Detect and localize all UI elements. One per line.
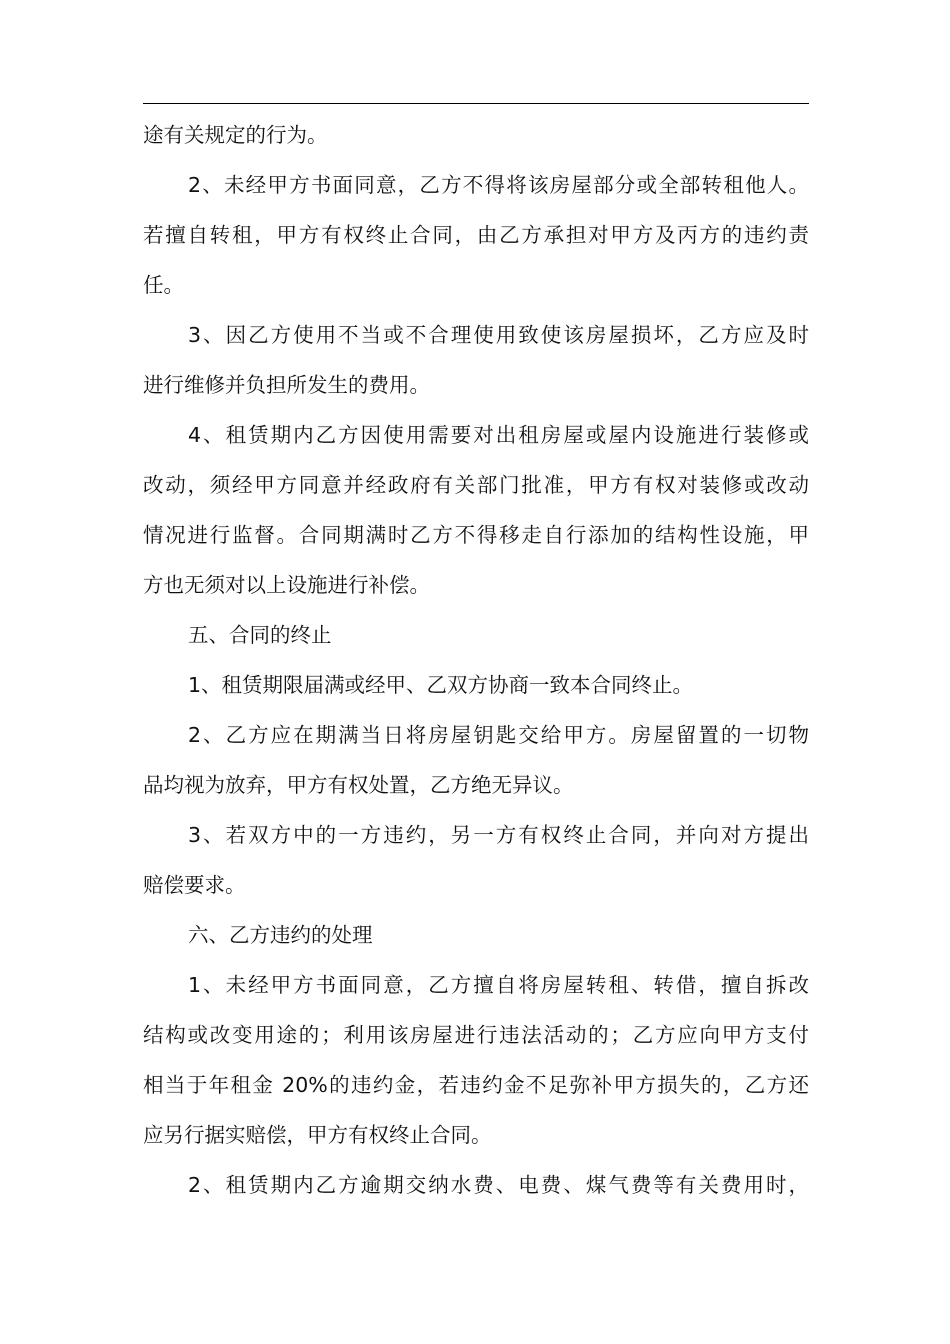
text-line: 应另行据实赔偿，甲方有权终止合同。 [143,1123,492,1147]
text-line: 1、租赁期限届满或经甲、乙双方协商一致本合同终止。 [188,673,694,697]
text-line: 1、未经甲方书面同意，乙方擅自将房屋转租、转借，擅自拆改 [188,973,809,997]
text-line: 3、若双方中的一方违约，另一方有权终止合同，并向对方提出 [188,823,809,847]
text-line: 进行维修并负担所发生的费用。 [143,373,430,397]
text-line: 改动，须经甲方同意并经政府有关部门批准，甲方有权对装修或改动 [143,473,809,497]
text-line: 方也无须对以上设施进行补偿。 [143,573,430,597]
text-line: 3、因乙方使用不当或不合理使用致使该房屋损坏，乙方应及时 [188,323,809,347]
section-heading: 六、乙方违约的处理 [188,923,373,947]
document-body [143,110,809,1210]
text-line: 情况进行监督。合同期满时乙方不得移走自行添加的结构性设施，甲 [143,523,809,547]
text-line: 赔偿要求。 [143,873,246,897]
text-line: 4、租赁期内乙方因使用需要对出租房屋或屋内设施进行装修或 [188,423,809,447]
text-line: 结构或改变用途的；利用该房屋进行违法活动的；乙方应向甲方支付 [143,1023,809,1047]
text-line: 任。 [143,273,184,297]
text-line: 相当于年租金 20%的违约金，若违约金不足弥补甲方损失的，乙方还 [143,1073,809,1097]
text-line: 2、乙方应在期满当日将房屋钥匙交给甲方。房屋留置的一切物 [188,723,809,747]
header-rule [143,103,809,104]
text-line: 品均视为放弃，甲方有权处置，乙方绝无异议。 [143,773,574,797]
text-line: 途有关规定的行为。 [143,123,328,147]
text-line: 2、租赁期内乙方逾期交纳水费、电费、煤气费等有关费用时， [188,1173,809,1197]
text-line: 2、未经甲方书面同意，乙方不得将该房屋部分或全部转租他人。 [188,173,809,197]
text-line: 若擅自转租，甲方有权终止合同，由乙方承担对甲方及丙方的违约责 [143,223,809,247]
section-heading: 五、合同的终止 [188,623,332,647]
